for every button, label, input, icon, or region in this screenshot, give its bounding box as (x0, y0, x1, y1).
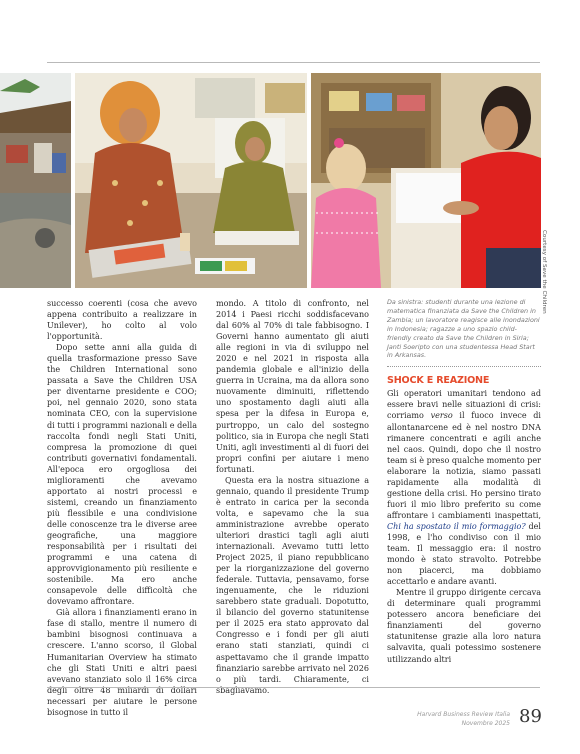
issue-date: Novembre 2025 (461, 720, 510, 727)
emphasis: verso (430, 411, 453, 421)
paragraph: mondo. A titolo di confronto, nel 2014 i Paesi ricchi soddisfacevano dal 60% al 70% di tale fabbisogno. I Governi hanno aumentato gli aiuti alle regioni in via di sviluppo nel 2020 e nel 2021 in risposta alla pandemia globale e all'inizio della guerra in Ucraina, ma da allora sono nuovamente diminuiti, riflettendo uno spostamento dagli aiuti alla spesa per la difesa in Europa e, purtroppo, un calo del sostegno politico, sia in Europa che negli Stati Uniti, agli investimenti al di fuori dei propri confini per aiutare i meno fortunati. (216, 299, 369, 474)
top-rule (47, 62, 540, 63)
column-2 (216, 298, 369, 696)
magazine-name: Harvard Business Review Italia (417, 711, 510, 718)
page-number: 89 (519, 706, 542, 727)
paragraph: Questa era la nostra situazione a gennaio, quando il presidente Trump è entrato in carica per la seconda volta, e sapevamo che la sua amministrazione avrebbe operato ulteriori drastici tagli agli aiuti internazionali. Avevamo tutti letto Project 2025, il piano repubblicano per la riorganizzazione del governo federale. Tuttavia, pensavamo, forse ingenuamente, che le riduzioni sarebbero state graduali. Dopotutto, il bilancio del governo statunitense per il 2025 era stato approvato dal Congresso e i fondi per gli aiuti erano stati stanziati, quindi ci aspettavamo che il grande impatto finanziario sarebbe arrivato nel 2026 o più tardi. Chiaramente, ci sbagliavamo. (216, 475, 369, 695)
text-run: Gli operatori umanitari tendono ad essere bravi nelle situazioni di crisi: corriamo (387, 389, 541, 421)
paragraph: Mentre il gruppo dirigente cercava di determinare quali programmi potessero ancora beneficiare dei finanziamenti del governo statunitense grazie alla loro natura salvavita, quali potessimo sostenere utilizzando altri (387, 588, 541, 664)
column-1 (47, 298, 197, 718)
footer-masthead (417, 710, 510, 728)
text-run: il fuoco invece di allontanarcene ed è nel nostro DNA rimanere concentrati e agili anche nel caos. Quindi, dopo che il nostro team si è preso qualche momento per elaborare la notizia, siamo passati rapidamente alla modalità di gestione della crisi. Ho persino tirato fuori il mio libro preferito su come affrontare i cambiamenti inaspettati, (387, 411, 542, 520)
paragraph: Già allora i finanziamenti erano in fase di stallo, mentre il numero di bambini bisognosi continuava a crescere. L'anno scorso, il Global Humanitarian Overview ha stimato che gli Stati Uniti e altri paesi avevano stanziato solo il 16% circa degli oltre 48 miliardi di dollari necessari per aiutare le persone bisognose in tutto il (47, 608, 197, 717)
column-3 (387, 298, 541, 665)
photo-janti-with-student (311, 73, 541, 288)
photo-girls-drawing (75, 73, 307, 288)
paragraph: successo coerenti (cosa che avevo appena contribuito a realizzare in Unilever), ho colto al volo l'opportunità. (47, 299, 197, 342)
paragraph: Dopo sette anni alla guida di quella trasformazione presso Save the Children International sono passata a Save the Children USA per diventarne presidente e COO; poi, nel gennaio 2020, sono stata nominata CEO, con la supervisione di tutti i programmi nazionali e della raccolta fondi negli Stati Uniti, compresa la promozione di quei contributi governativi fondamentali. All'epoca ero orgogliosa dei miglioramenti che avevamo apportato ai nostri processi e sistemi, creando un finanziamento più flessibile e una condivisione delle conoscenze tra le diverse aree geografiche, una maggiore responsabilità per i risultati dei programmi e una catena di approvvigionamento più resiliente e sostenibile. Ma ero anche consapevole delle difficoltà che dovevamo affrontare. (47, 343, 197, 607)
photo-flood-indonesia (0, 73, 71, 288)
paragraph (387, 388, 541, 587)
book-title: Chi ha spostato il mio formaggio? (387, 521, 526, 531)
photo-credit: Courtesy of Save the Children (541, 230, 547, 314)
bottom-rule (47, 687, 540, 688)
text-run: del 1998, e l'ho condiviso con il mio team. Il messaggio era: il nostro mondo è stato stravolto. Potrebbe non piacerci, ma dobbiamo accettarlo e andare avanti. (387, 521, 542, 587)
photo-caption: Da sinistra: studenti durante una lezione di matematica finanziata da Save the Children in Zambia; un lavoratore reagisce alle inondazioni in Indonesia; ragazze a uno spazio child-friendly creato da Save the Children in Siria; Janti Soeripto con una studentessa Head Start in Arkansas. (387, 298, 540, 360)
section-heading: SHOCK E REAZIONE (387, 375, 490, 387)
caption-divider (387, 366, 541, 367)
